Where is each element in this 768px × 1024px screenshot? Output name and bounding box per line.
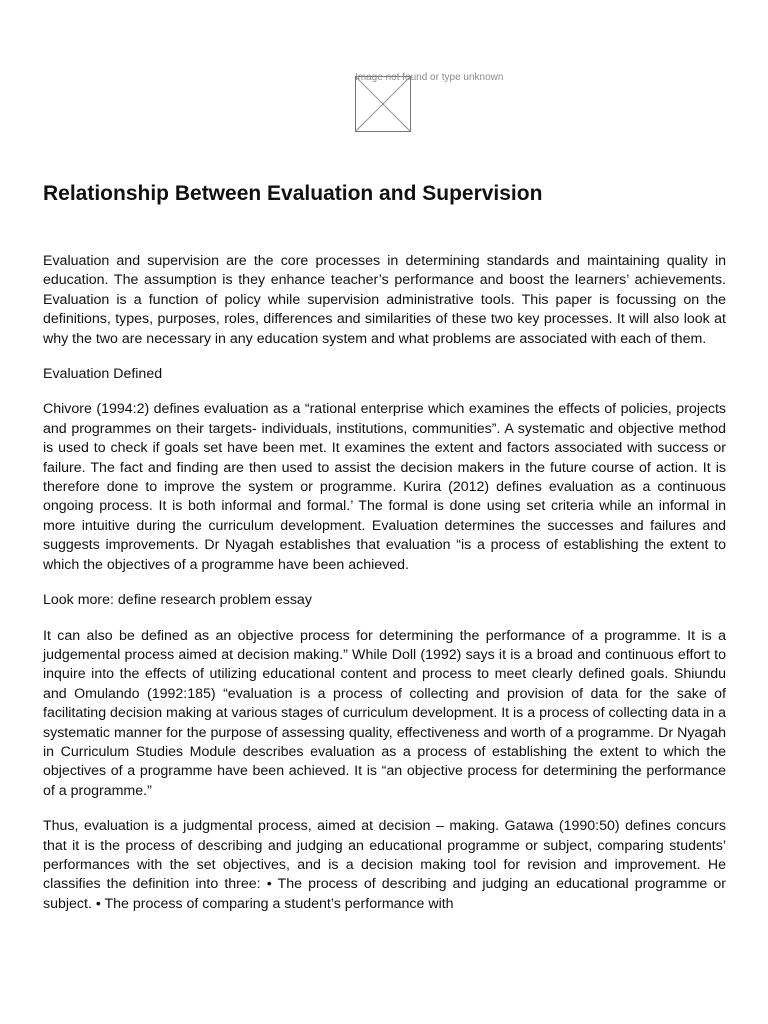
document-body: [43, 252, 726, 930]
paragraph-chivore-definition: Chivore (1994:2) defines evaluation as a “rational enterprise which examines the effects of policies, projects and programmes on their targets- individuals, institutions, communities”. A systematic and objective method is used to check if goals set have been met. It examines the extent and factors associated with success or failure. The fact and finding are then used to assist the decision makers in the future course of action. It is therefore done to improve the system or programme. Kurira (2012) defines evaluation as a continuous ongoing process. It is both informal and formal.’ The formal is done using set criteria while an informal in more intuitive during the curriculum development. Evaluation determines the successes and failures and suggests improvements. Dr Nyagah establishes that evaluation “is a process of establishing the extent to which the objectives of a programme have been achieved.: [43, 401, 726, 573]
paragraph-judgmental-process: Thus, evaluation is a judgmental process, aimed at decision – making. Gatawa (1990:50) defines concurs that it is the process of describing and judging an educational programme or subject, comparing students’ performances with the set objectives, and is a decision making tool for revision and improvement. He classifies the definition into three: • The process of describing and judging an educational programme or subject. • The process of comparing a student’s performance with: [43, 818, 726, 912]
look-more-link-text: Look more: define research problem essay: [43, 592, 312, 609]
image-alt-text: Image not found or type unknown: [355, 72, 504, 83]
document-title: Relationship Between Evaluation and Supervision: [43, 182, 543, 205]
paragraph-intro: Evaluation and supervision are the core processes in determining standards and maintaining quality in education. The assumption is they enhance teacher’s performance and boost the learners’ achievements. Evaluation is a function of policy while supervision administrative tools. This paper is focussing on the definitions, types, purposes, roles, differences and similarities of these two key processes. It will also look at why the two are necessary in any education system and what problems are associated with each of them.: [43, 253, 726, 347]
broken-image-placeholder: [355, 76, 411, 132]
paragraph-objective-process: It can also be defined as an objective process for determining the performance of a programme. It is a judgemental process aimed at decision making.” While Doll (1992) says it is a broad and continuous effort to inquire into the effects of utilizing educational content and process to meet clearly defined goals. Shiundu and Omulando (1992:185) “evaluation is a process of collecting and provision of data for the sake of facilitating decision making at various stages of curriculum development. It is a process of collecting data in a systematic manner for the purpose of assessing quality, effectiveness and worth of a programme. Dr Nyagah in Curriculum Studies Module describes evaluation as a process of establishing the extent to which the objectives of a programme have been achieved. It is “an objective process for determining the performance of a programme.”: [43, 627, 726, 799]
section-heading-evaluation-defined: Evaluation Defined: [43, 366, 163, 383]
broken-image-icon: [356, 77, 410, 131]
